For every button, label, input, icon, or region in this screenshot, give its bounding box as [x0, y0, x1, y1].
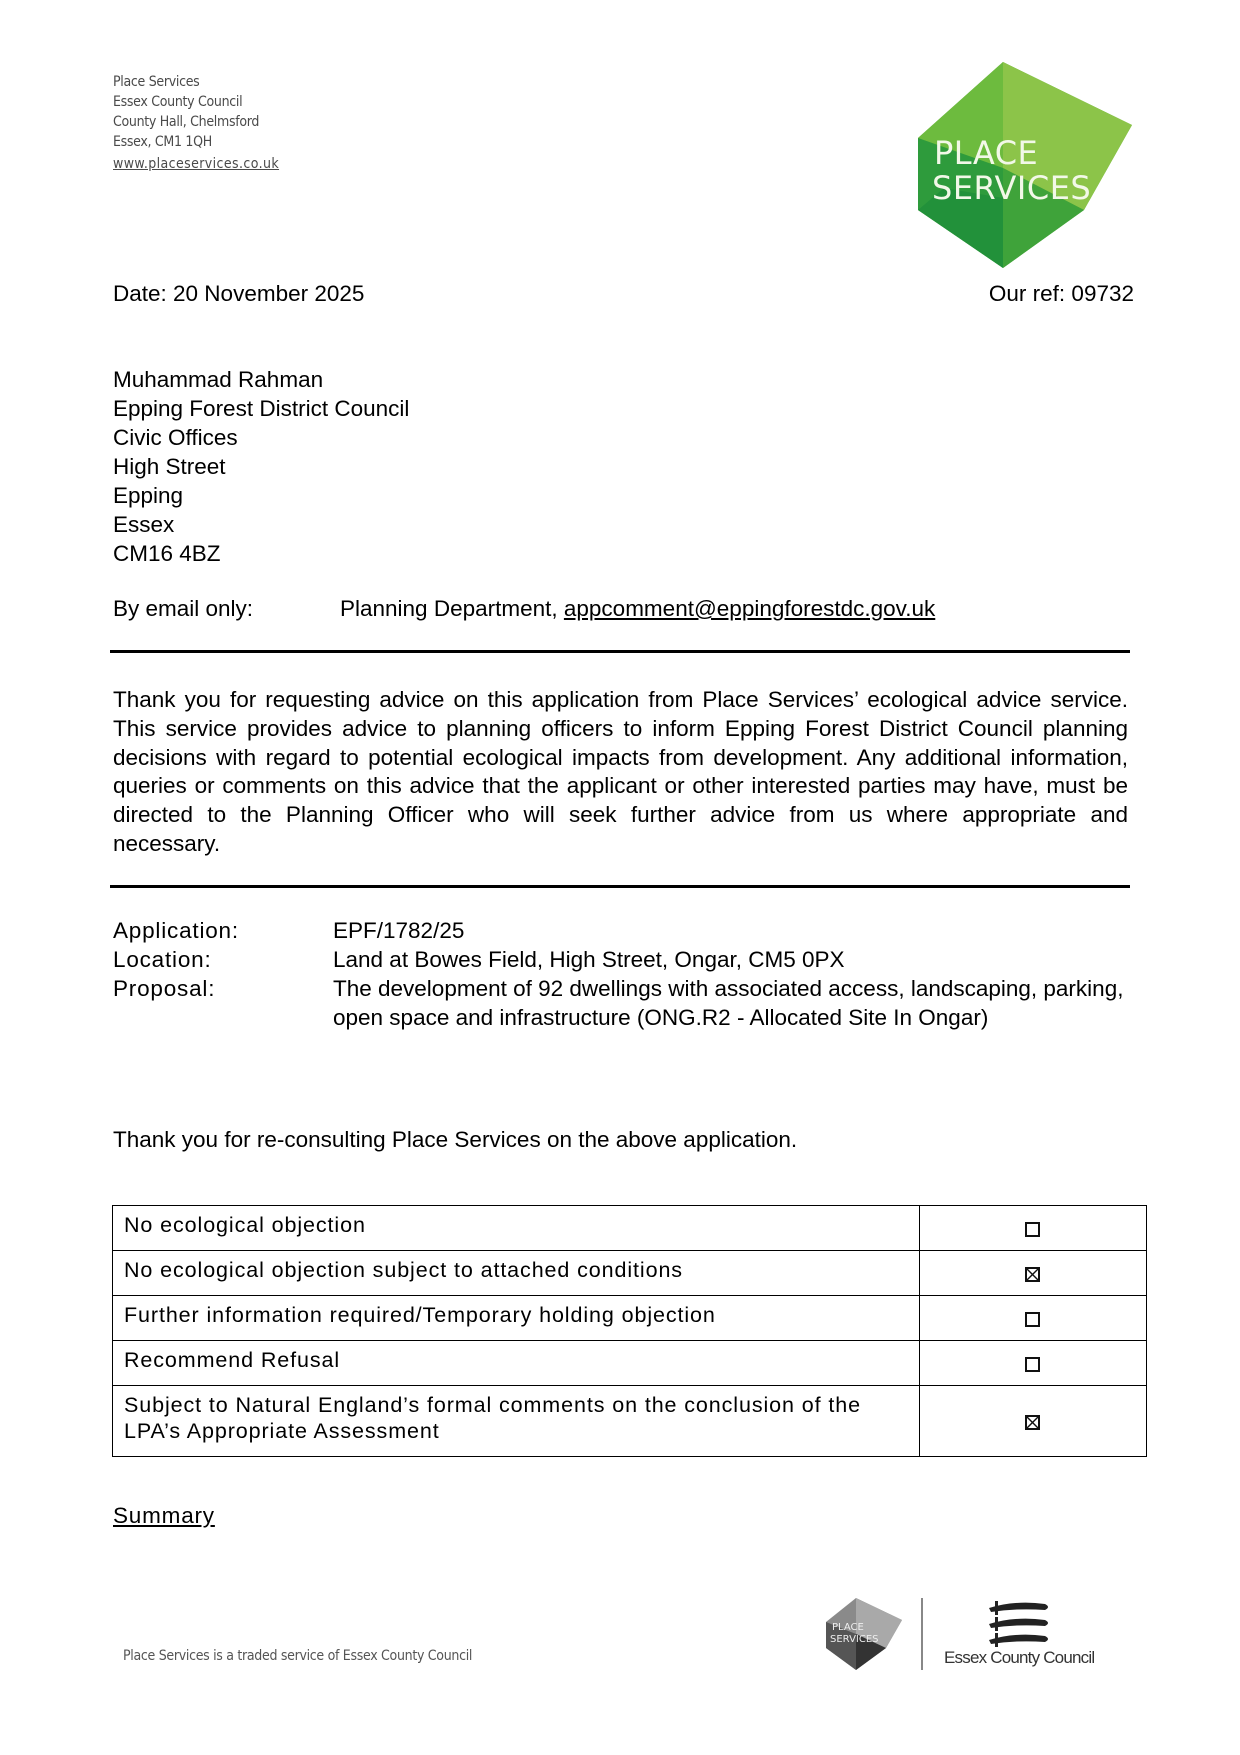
assessment-option	[919, 1386, 1146, 1457]
sender-line: Place Services	[113, 74, 200, 90]
email-label: By email only:	[113, 596, 254, 621]
intro-paragraph: Thank you for requesting advice on this application from Place Services’ ecological advice service. This service provides advice to planning officers to inform Epping Forest District Council planning decisions with regard to potential ecological impacts from development. Any additional information, queries or comments on this advice that the applicant or other interested parties may have, must be directed to the Planning Officer who will seek further advice from us where appropriate and necessary.	[113, 687, 1128, 856]
email-address-link[interactable]: appcomment@eppingforestdc.gov.uk	[563, 596, 936, 621]
essex-seaxes-icon	[985, 1598, 1053, 1648]
sender-address	[113, 72, 279, 174]
table-row	[113, 1296, 1147, 1341]
recipient-line: High Street	[113, 454, 226, 479]
divider-rule	[110, 885, 1130, 888]
assessment-option	[919, 1251, 1146, 1296]
recipient-line: Essex	[113, 512, 175, 537]
assessment-label: No ecological objection subject to attached conditions	[113, 1251, 920, 1296]
assessment-label: Recommend Refusal	[113, 1341, 920, 1386]
reconsult-text: Thank you for re-consulting Place Services on the above application.	[113, 1127, 798, 1152]
recipient-line: Civic Offices	[113, 425, 238, 450]
application-details	[113, 916, 1133, 1032]
summary-heading: Summary	[113, 1503, 215, 1528]
proposal-value: The development of 92 dwellings with associated access, landscaping, parking, open space and infrastructure (ONG.R2 - Allocated Site In Ongar)	[333, 976, 1124, 1030]
assessment-option	[919, 1341, 1146, 1386]
sender-line: Essex County Council	[113, 94, 243, 110]
checkbox-checked[interactable]	[1025, 1415, 1040, 1430]
footer-place-services-logo	[824, 1596, 904, 1672]
divider-rule	[110, 650, 1130, 653]
recipient-line: Muhammad Rahman	[113, 367, 324, 392]
svg-text:SERVICES: SERVICES	[932, 169, 1092, 207]
footer-logo-divider	[921, 1598, 923, 1670]
application-row	[113, 916, 1133, 945]
table-row	[113, 1206, 1147, 1251]
location-row	[113, 945, 1133, 974]
table-row	[113, 1251, 1147, 1296]
recipient-line: CM16 4BZ	[113, 541, 221, 566]
assessment-label: Further information required/Temporary holding objection	[113, 1296, 920, 1341]
cross-mark-icon	[1027, 1417, 1038, 1428]
location-value: Land at Bowes Field, High Street, Ongar, CM5 0PX	[333, 947, 845, 972]
our-reference: Our ref: 09732	[988, 281, 1134, 306]
email-line	[113, 594, 935, 623]
checkbox[interactable]	[1025, 1357, 1040, 1372]
checkbox[interactable]	[1025, 1222, 1040, 1237]
recipient-address	[113, 365, 409, 568]
place-services-logo	[914, 58, 1138, 272]
proposal-label: Proposal:	[113, 976, 216, 1001]
place-services-hexagon-icon	[914, 58, 1138, 272]
website-link[interactable]: www.placeservices.co.uk	[113, 156, 280, 172]
location-label: Location:	[113, 947, 212, 972]
place-services-hexagon-grey-icon	[824, 1596, 904, 1672]
cross-mark-icon	[1027, 1269, 1038, 1280]
email-department: Planning Department,	[340, 596, 564, 621]
assessment-table	[112, 1205, 1147, 1457]
proposal-row	[113, 974, 1133, 1032]
essex-county-council-wordmark: Essex County Council	[944, 1648, 1095, 1667]
assessment-option	[919, 1296, 1146, 1341]
recipient-line: Epping	[113, 483, 184, 508]
sender-line: County Hall, Chelmsford	[113, 114, 260, 130]
svg-text:PLACE: PLACE	[832, 1622, 864, 1633]
svg-text:PLACE: PLACE	[934, 134, 1039, 172]
table-row	[113, 1341, 1147, 1386]
application-value: EPF/1782/25	[333, 918, 465, 943]
recipient-line: Epping Forest District Council	[113, 396, 410, 421]
checkbox[interactable]	[1025, 1312, 1040, 1327]
assessment-label: No ecological objection	[113, 1206, 920, 1251]
assessment-option	[919, 1206, 1146, 1251]
checkbox-checked[interactable]	[1025, 1267, 1040, 1282]
application-label: Application:	[113, 918, 239, 943]
assessment-label: Subject to Natural England’s formal comments on the conclusion of the LPA’s Appropriate Assessment	[113, 1386, 920, 1457]
svg-text:SERVICES: SERVICES	[830, 1634, 879, 1645]
letter-date: Date: 20 November 2025	[113, 281, 365, 306]
sender-line: Essex, CM1 1QH	[113, 134, 212, 150]
footer-note: Place Services is a traded service of Essex County Council	[123, 1648, 473, 1664]
table-row	[113, 1386, 1147, 1457]
